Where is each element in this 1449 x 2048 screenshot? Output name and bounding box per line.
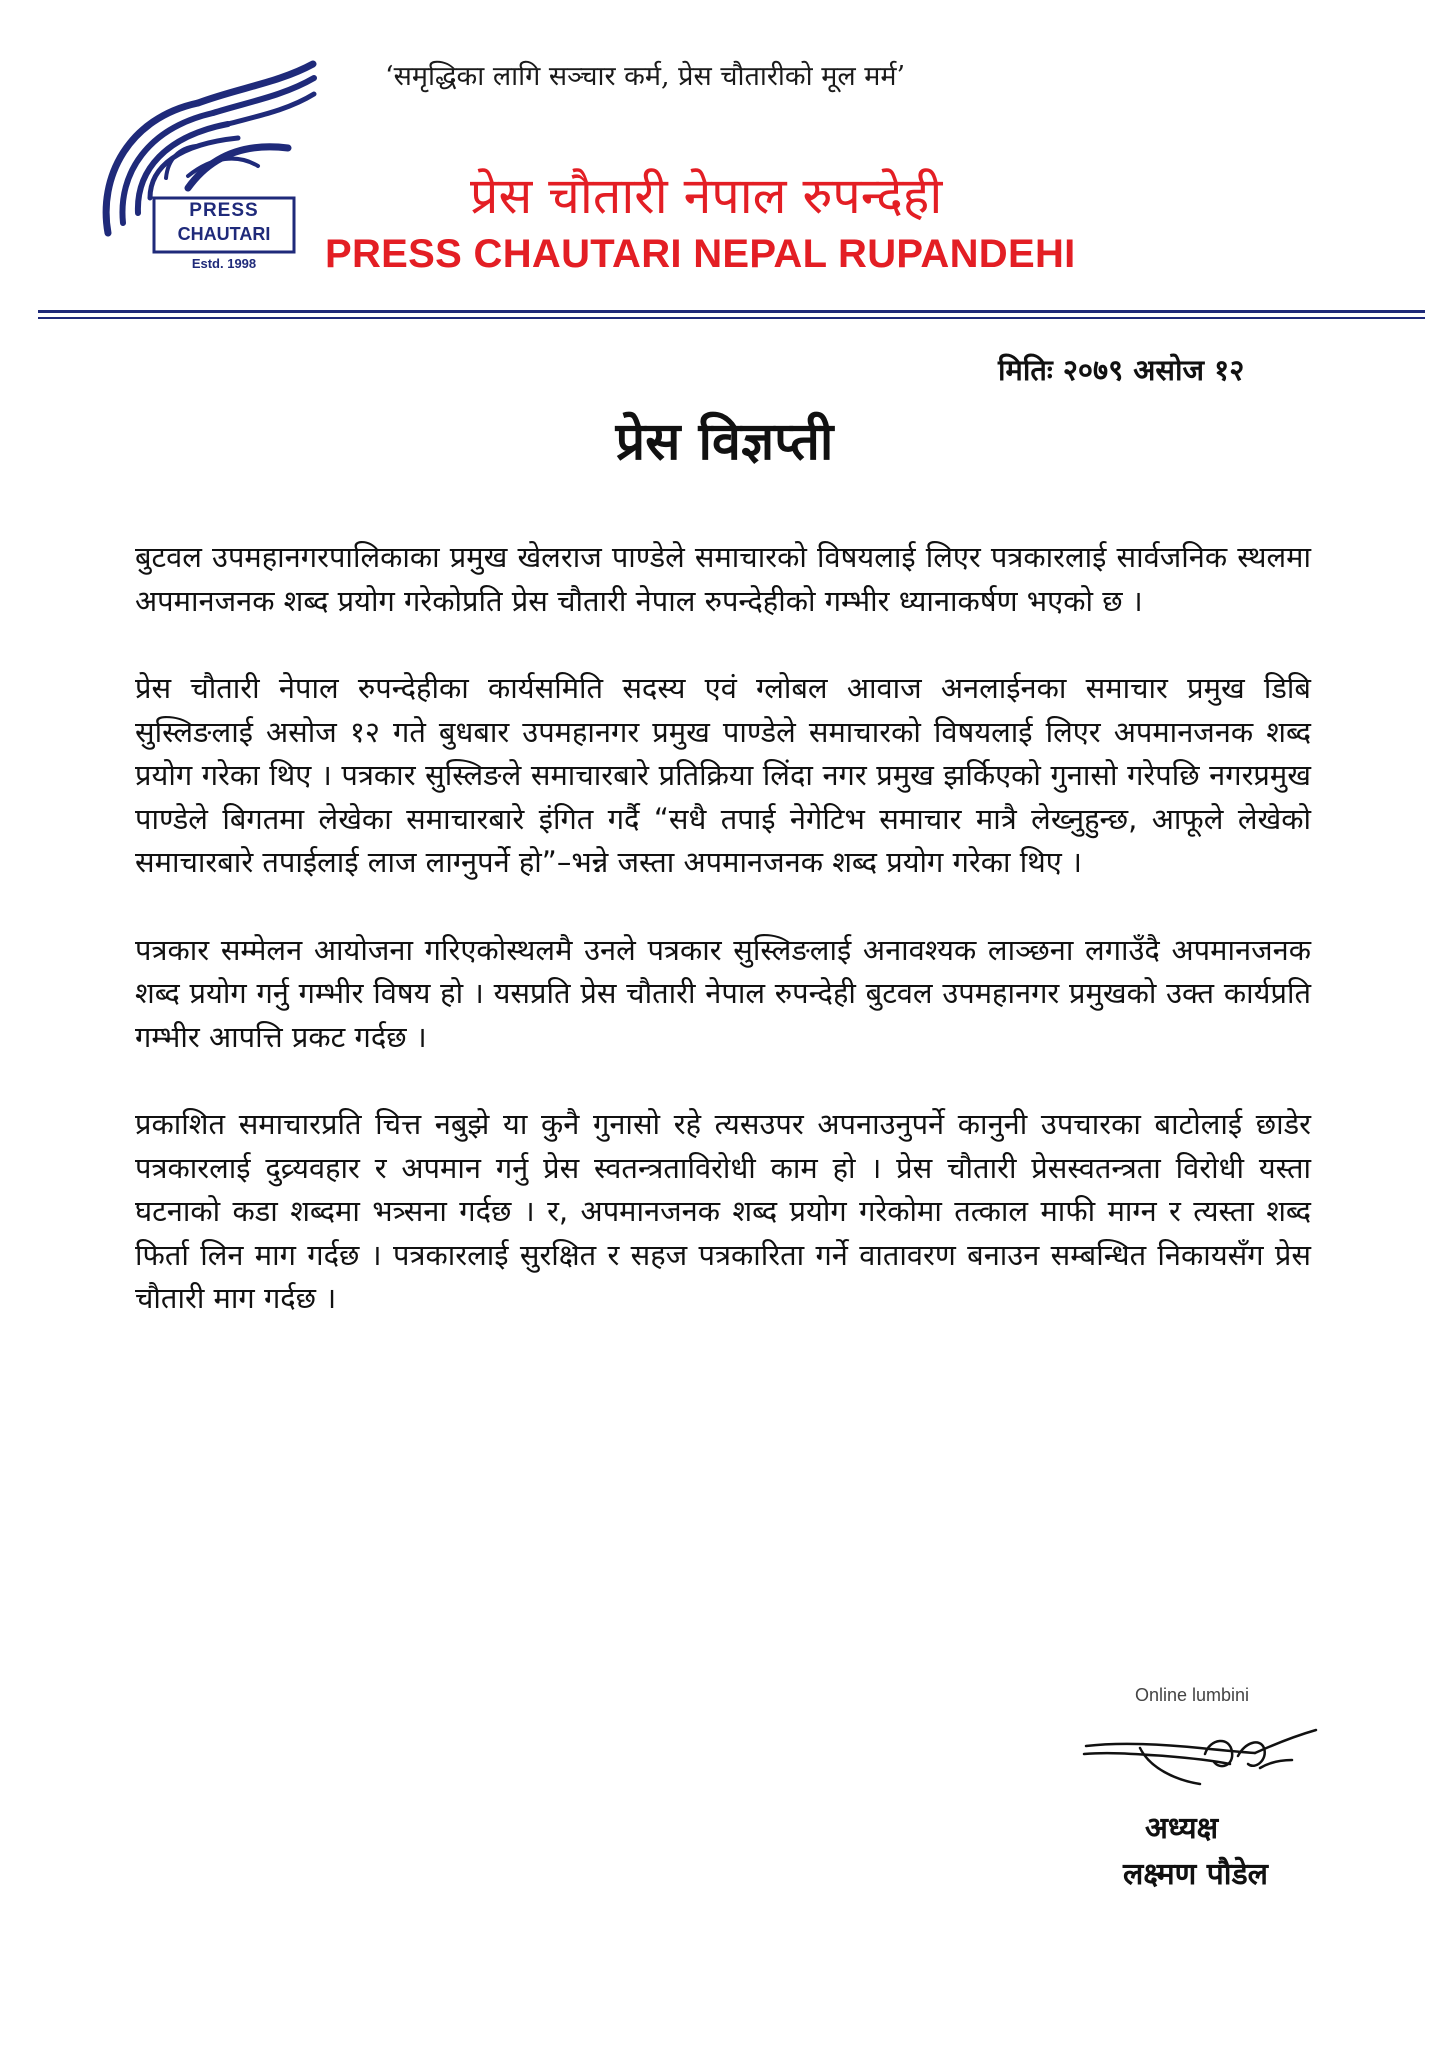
- signatory-title: अध्यक्ष: [1145, 1811, 1219, 1846]
- body-paragraph: बुटवल उपमहानगरपालिकाका प्रमुख खेलराज पाण्डेले समाचारको विषयलाई लिएर पत्रकारलाई सार्वजनिक स्थलमा अपमानजनक शब्द प्रयोग गरेकोप्रति प्रेस चौतारी नेपाल रुपन्देहीको गम्भीर ध्यानाकर्षण भएको छ ।: [135, 540, 1311, 618]
- document-title: प्रेस विज्ञप्ती: [615, 412, 834, 472]
- body-paragraph: प्रेस चौतारी नेपाल रुपन्देहीका कार्यसमिति सदस्य एवं ग्लोबल आवाज अनलाईनका समाचार प्रमुख डिबि सुस्लिङलाई असोज १२ गते बुधबार उपमहानगर प्रमुख पाण्डेले समाचारको विषयलाई लिएर अपमानजनक शब्द प्रयोग गरेका थिए । पत्रकार सुस्लिङले समाचारबारे प्रतिक्रिया लिंदा नगर प्रमुख झर्किएको गुनासो गरेपछि नगरप्रमुख पाण्डेले बिगतमा लेखेका समाचारबारे इंगित गर्दै “सधै तपाई नेगेटिभ समाचार मात्रै लेख्नुहुन्छ, आफूले लेखेको समाचारबारे तपाईलाई लाज लाग्नुपर्ने हो”–भन्ने जस्ता अपमानजनक शब्द प्रयोग गरेका थिए ।: [135, 671, 1311, 879]
- source-label: Online lumbini: [1135, 1685, 1250, 1705]
- press-chautari-logo: [88, 58, 318, 278]
- logo-established: Estd. 1998: [191, 256, 257, 271]
- slogan: ‘समृद्धिका लागि सञ्चार कर्म, प्रेस चौतारीको मूल मर्म’: [385, 61, 906, 92]
- signatory-name: लक्ष्मण पौडेल: [1123, 1857, 1268, 1892]
- header-divider-top: [38, 310, 1425, 313]
- header-divider-bottom: [38, 317, 1425, 319]
- body-paragraph: पत्रकार सम्मेलन आयोजना गरिएकोस्थलमै उनले पत्रकार सुस्लिङलाई अनावश्यक लाञ्छना लगाउँदै अपमानजनक शब्द प्रयोग गर्नु गम्भीर विषय हो । यसप्रति प्रेस चौतारी नेपाल रुपन्देही बुटवल उपमहानगर प्रमुखको उक्त कार्यप्रति गम्भीर आपत्ति प्रकट गर्दछ ।: [135, 932, 1311, 1054]
- org-name-nepali: प्रेस चौतारी नेपाल रुपन्देही: [470, 167, 943, 225]
- logo-swoosh-icon: [88, 58, 318, 278]
- press-release-body: [135, 536, 1311, 1365]
- org-name-english: PRESS CHAUTARI NEPAL RUPANDEHI: [325, 232, 1076, 276]
- document-date: मितिः २०७९ असोज १२: [998, 353, 1245, 387]
- handwritten-signature: [1080, 1708, 1320, 1798]
- logo-text-chautari: CHAUTARI: [177, 224, 271, 244]
- body-paragraph: प्रकाशित समाचारप्रति चित्त नबुझे या कुनै गुनासो रहे त्यसउपर अपनाउनुपर्ने कानुनी उपचारका बाटोलाई छाडेर पत्रकारलाई दुव्र्यवहार र अपमान गर्नु प्रेस स्वतन्त्रताविरोधी काम हो । प्रेस चौतारी प्रेसस्वतन्त्रता विरोधी यस्ता घटनाको कडा शब्दमा भत्र्सना गर्दछ । र, अपमानजनक शब्द प्रयोग गरेकोमा तत्काल माफी माग्न र त्यस्ता शब्द फिर्ता लिन माग गर्दछ । पत्रकारलाई सुरक्षित र सहज पत्रकारिता गर्ने वातावरण बनाउन सम्बन्धित निकायसँग प्रेस चौतारी माग गर्दछ ।: [135, 1107, 1311, 1315]
- logo-text-press: PRESS: [189, 200, 259, 221]
